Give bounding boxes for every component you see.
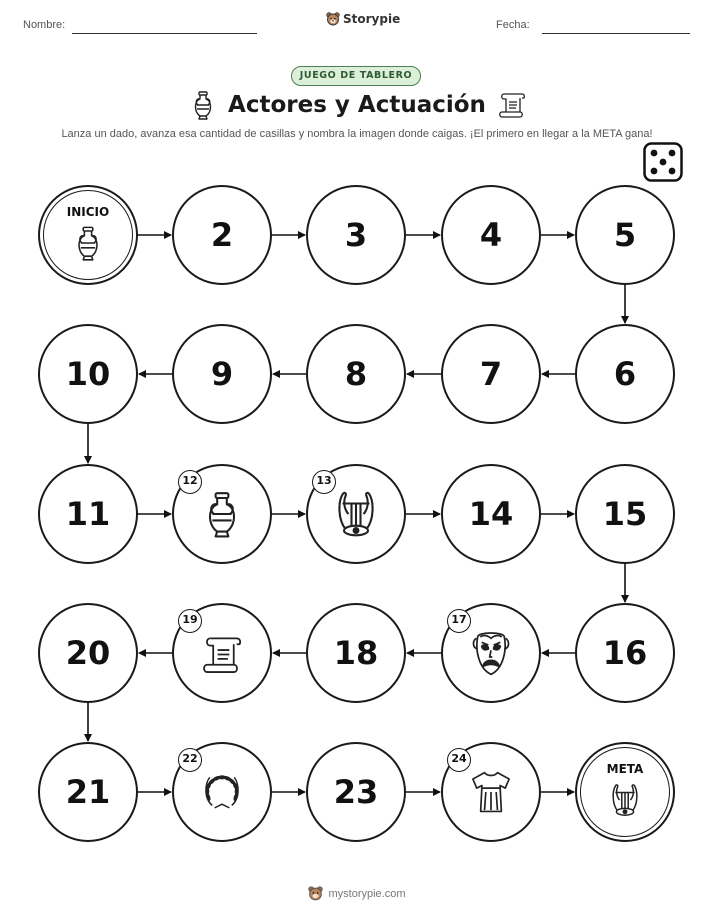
start-label: INICIO [66, 205, 110, 219]
board-cell-5[interactable] [575, 185, 675, 285]
board-cell-16[interactable] [575, 603, 675, 703]
cell-number-badge: 13 [312, 470, 336, 494]
amphora-icon [73, 225, 103, 265]
board-cell-12[interactable] [172, 464, 272, 564]
cell-number: 18 [333, 634, 379, 672]
board-cell-19[interactable] [172, 603, 272, 703]
cell-number-badge: 12 [178, 470, 202, 494]
cell-number-badge: 22 [178, 748, 202, 772]
board-cell-20[interactable] [38, 603, 138, 703]
board-cell-9[interactable] [172, 324, 272, 424]
board-cell-21[interactable] [38, 742, 138, 842]
board-cell-13[interactable] [306, 464, 406, 564]
board-cell-14[interactable] [441, 464, 541, 564]
cell-number: 16 [602, 634, 648, 672]
start-cell[interactable] [38, 185, 138, 285]
cell-number: 3 [344, 216, 368, 254]
finish-label: META [606, 762, 644, 776]
board-cell-10[interactable] [38, 324, 138, 424]
cell-number-badge: 17 [447, 609, 471, 633]
footer-url[interactable]: mystorypie.com [328, 887, 406, 900]
dice-icon[interactable] [643, 142, 683, 182]
cell-number: 15 [602, 495, 648, 533]
brand-logo [326, 12, 400, 26]
scroll-icon [200, 629, 244, 681]
bear-mascot-icon [326, 12, 340, 26]
cell-number: 14 [468, 495, 514, 533]
cell-number: 9 [210, 355, 234, 393]
date-label: Fecha: [496, 19, 530, 31]
board-cell-17[interactable] [441, 603, 541, 703]
cell-number: 11 [65, 495, 111, 533]
board-cell-3[interactable] [306, 185, 406, 285]
board-cell-15[interactable] [575, 464, 675, 564]
amphora-icon [200, 490, 244, 542]
lyre-icon [610, 782, 640, 822]
cell-number: 4 [479, 216, 503, 254]
scroll-icon [497, 90, 527, 118]
page-title: Actores y Actuación [228, 92, 486, 118]
cell-number: 23 [333, 773, 379, 811]
cell-number: 7 [479, 355, 503, 393]
board-cell-18[interactable] [306, 603, 406, 703]
name-label: Nombre: [23, 19, 66, 31]
bear-mascot-icon [308, 886, 323, 901]
cell-number: 5 [613, 216, 637, 254]
cell-number-badge: 24 [447, 748, 471, 772]
cell-number: 10 [65, 355, 111, 393]
lyre-icon [334, 490, 378, 542]
cell-number: 21 [65, 773, 111, 811]
name-line[interactable] [72, 33, 257, 34]
brand-name: Storypie [343, 12, 401, 26]
game-type-badge: JUEGO DE TABLERO [291, 66, 421, 86]
cell-number: 20 [65, 634, 111, 672]
board-cell-8[interactable] [306, 324, 406, 424]
tragedy-mask-icon [469, 629, 513, 681]
board-cell-23[interactable] [306, 742, 406, 842]
board-cell-7[interactable] [441, 324, 541, 424]
board-cell-2[interactable] [172, 185, 272, 285]
cell-number: 6 [613, 355, 637, 393]
board-cell-11[interactable] [38, 464, 138, 564]
footer [0, 886, 714, 901]
finish-cell[interactable] [575, 742, 675, 842]
date-line[interactable] [542, 33, 690, 34]
cell-number: 2 [210, 216, 234, 254]
instructions: Lanza un dado, avanza esa cantidad de casillas y nombra la imagen donde caigas. ¡El primero en llegar a la META gana! [61, 128, 653, 140]
greek-tunic-icon [469, 768, 513, 820]
cell-number: 8 [344, 355, 368, 393]
board-cell-24[interactable] [441, 742, 541, 842]
board-cell-4[interactable] [441, 185, 541, 285]
cell-number-badge: 19 [178, 609, 202, 633]
laurel-wreath-icon [200, 768, 244, 820]
board-cell-6[interactable] [575, 324, 675, 424]
board-cell-22[interactable] [172, 742, 272, 842]
